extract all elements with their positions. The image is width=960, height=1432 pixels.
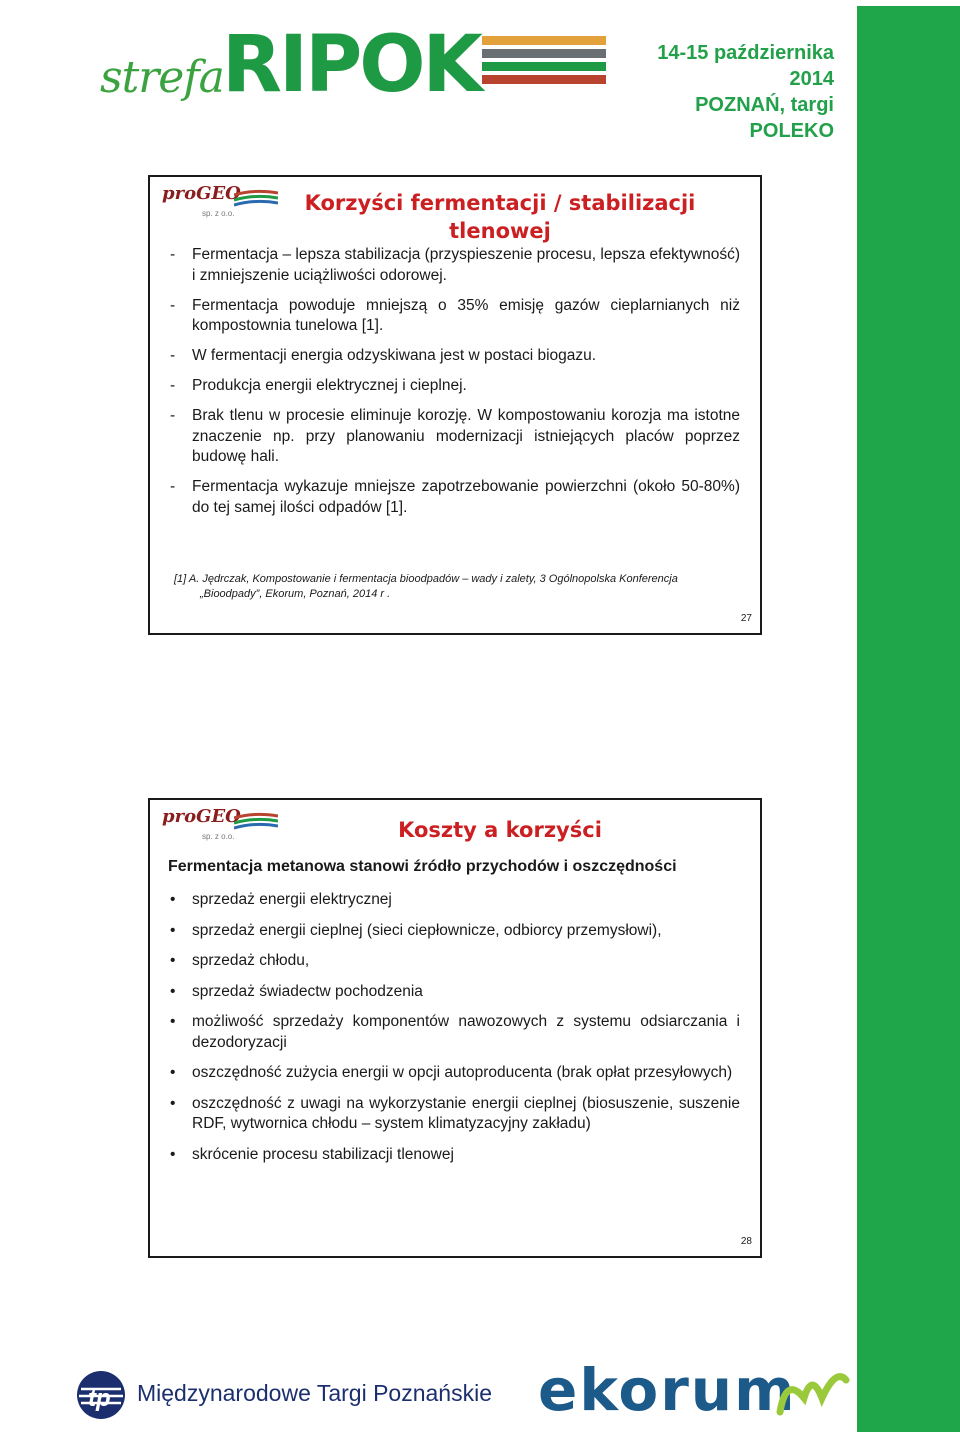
dash-marker: - (170, 478, 176, 495)
progeo-swoosh-icon (234, 810, 278, 836)
list-item (170, 376, 740, 397)
list-item-text: możliwość sprzedaży komponentów nawozowych z systemu odsiarczania i dezodoryzacji (192, 1013, 740, 1051)
list-item-text: Fermentacja powoduje mniejszą o 35% emisję gazów cieplarnianych niż kompostownia tunelowa [1]. (192, 296, 740, 334)
progeo-swoosh-icon (234, 187, 278, 213)
revenue-list (170, 890, 740, 1175)
strefa-ripok-logo (62, 12, 577, 120)
progeo-logo (162, 806, 274, 844)
mtp-globe-icon (75, 1369, 127, 1421)
progeo-logo (162, 183, 274, 221)
list-item-text: Fermentacja wykazuje mniejsze zapotrzebowanie powierzchni (około 50-80%) do tej samej ilości odpadów [1]. (192, 478, 740, 516)
bullet-marker: • (170, 1094, 176, 1112)
list-item (170, 1145, 740, 1166)
logo-strefa-text: strefa (100, 52, 224, 103)
list-item-text: Brak tlenu w procesie eliminuje korozję. W kompostowaniu korozja ma istotne znaczenie np. przy planowaniu modernizacji istniejących placów poprzez budowę hali. (192, 407, 740, 465)
list-item (170, 921, 740, 942)
slide-28 (148, 798, 762, 1258)
list-item-text: oszczędność z uwagi na wykorzystanie energii cieplnej (biosuszenie, suszenie RDF, wytwornica chłodu – system klimatyzacyjny zakładu) (192, 1094, 740, 1132)
footnote-line2: „Bioodpady”, Ekorum, Poznań, 2014 r . (200, 588, 391, 600)
list-item (170, 982, 740, 1003)
dash-marker: - (170, 246, 176, 263)
bullet-marker: • (170, 1013, 176, 1030)
slide-title-line1: Korzyści fermentacji / stabilizacji (304, 191, 696, 215)
progeo-logo-word: proGEO (162, 806, 241, 827)
list-item-text: skrócenie procesu stabilizacji tlenowej (192, 1145, 454, 1163)
page-number: 28 (740, 1236, 752, 1247)
list-item (170, 346, 740, 367)
footnote (174, 572, 744, 602)
list-item (170, 1012, 740, 1053)
dash-marker: - (170, 347, 176, 364)
page-number: 27 (740, 613, 752, 624)
event-year: 2014 (789, 68, 834, 90)
list-item (170, 477, 740, 518)
progeo-logo-word: proGEO (162, 183, 241, 204)
ekorum-leaf-icon (776, 1368, 850, 1418)
event-place: POZNAŃ, targi (695, 94, 834, 116)
dash-marker: - (170, 377, 176, 394)
benefits-list (170, 245, 740, 528)
bullet-marker: • (170, 952, 176, 969)
slide-title-line2: tlenowej (449, 219, 551, 243)
bullet-marker: • (170, 921, 176, 939)
list-item-text: Fermentacja – lepsza stabilizacja (przyspieszenie procesu, lepsza efektywność) i zmniejszenie uciążliwości odorowej. (192, 246, 740, 284)
list-item (170, 1063, 740, 1084)
mtp-logo (75, 1366, 515, 1426)
slide-title: Koszty a korzyści (398, 818, 602, 842)
dash-marker: - (170, 407, 176, 424)
slide-title (300, 189, 700, 245)
dash-marker: - (170, 296, 176, 314)
bullet-marker: • (170, 1064, 176, 1081)
side-green-bar (857, 6, 960, 1432)
list-item-text: Produkcja energii elektrycznej i cieplnej. (192, 377, 467, 394)
logo-ripok-text: RIPOK (222, 20, 480, 110)
slide-27 (148, 175, 762, 635)
ekorum-logo-text: ekorum (538, 1356, 797, 1424)
list-item (170, 296, 740, 337)
progeo-logo-sub: sp. z o.o. (202, 209, 235, 218)
bullet-marker: • (170, 891, 176, 908)
footnote-line1: [1] A. Jędrczak, Kompostowanie i fermentacja bioodpadów – wady i zalety, 3 Ogólnopolska Konferencja (174, 573, 678, 585)
event-venue: POLEKO (749, 120, 834, 142)
logo-stripes-icon (482, 36, 606, 98)
bullet-marker: • (170, 982, 176, 1000)
list-item-text: oszczędność zużycia energii w opcji autoproducenta (brak opłat przesyłowych) (192, 1064, 733, 1081)
list-item-text: sprzedaż energii elektrycznej (192, 891, 392, 908)
event-info (657, 40, 834, 144)
list-item-text: W fermentacji energia odzyskiwana jest w postaci biogazu. (192, 347, 597, 364)
list-item-text: sprzedaż świadectw pochodzenia (192, 982, 423, 1000)
list-item (170, 890, 740, 911)
bullet-marker: • (170, 1145, 176, 1163)
event-dates: 14-15 października (657, 42, 834, 64)
list-item-text: sprzedaż chłodu, (192, 952, 310, 969)
list-item-text: sprzedaż energii cieplnej (sieci ciepłownicze, odbiorcy przemysłowi), (192, 921, 662, 939)
list-item (170, 951, 740, 972)
list-item (170, 1094, 740, 1135)
mtp-name: Międzynarodowe Targi Poznańskie (137, 1380, 492, 1406)
progeo-logo-sub: sp. z o.o. (202, 832, 235, 841)
ekorum-logo (538, 1356, 850, 1428)
svg-text:tp: tp (88, 1385, 111, 1412)
list-item (170, 406, 740, 468)
list-item (170, 245, 740, 286)
slide-subheading: Fermentacja metanowa stanowi źródło przychodów i oszczędności (168, 858, 677, 875)
